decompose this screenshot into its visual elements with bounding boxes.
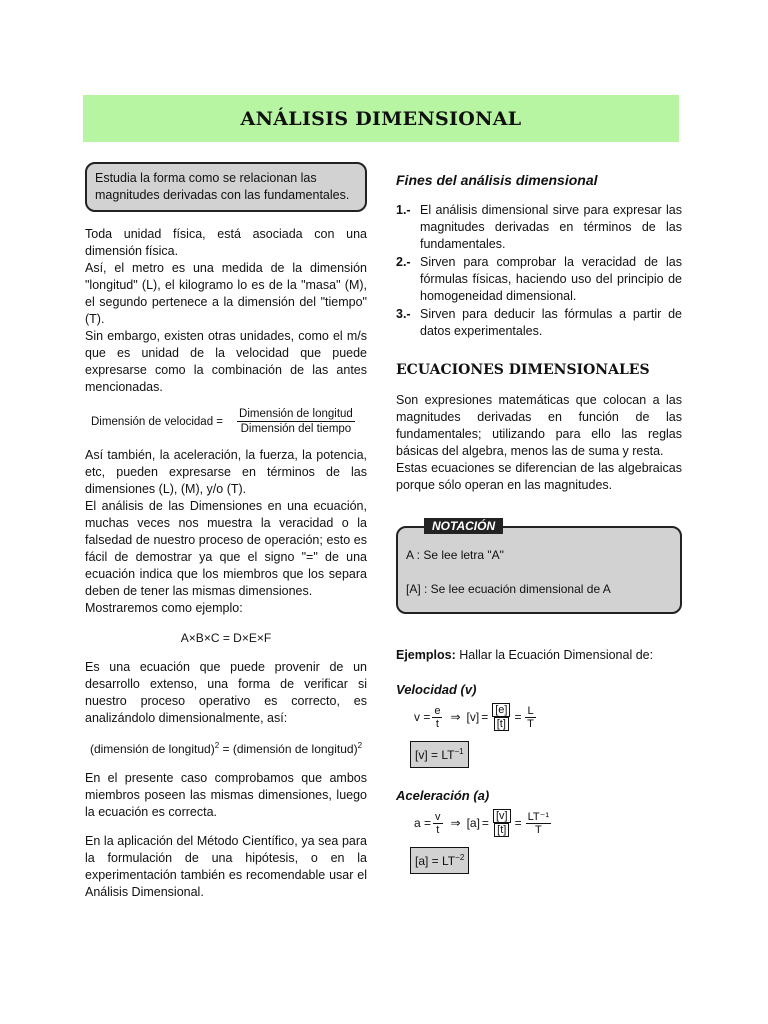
velocity-heading: Velocidad (v) bbox=[396, 682, 477, 697]
equations-paragraph-2: Estas ecuaciones se diferencian de las algebraicas porque sólo operan en las magnitudes. bbox=[396, 461, 682, 492]
notation-line-2: [A] : Se lee ecuación dimensional de A bbox=[406, 582, 611, 596]
aims-heading: Fines del análisis dimensional bbox=[396, 172, 598, 188]
paragraph-4: Así también, la aceleración, la fuerza, la potencia, etc, pueden expresarse en términos de las dimensiones (L), (M), y/o (T). bbox=[85, 448, 367, 496]
formula-fraction bbox=[237, 408, 355, 435]
page-title: ANÁLISIS DIMENSIONAL bbox=[240, 107, 522, 130]
paragraph-9: En la aplicación del Método Científico, ya sea para la formulación de una hipótesis, o en la experimentación también es recomendable usar el Análisis Dimensional. bbox=[85, 834, 367, 899]
notation-box bbox=[396, 519, 682, 614]
notation-tag: NOTACIÓN bbox=[424, 518, 503, 534]
paragraph-2: Así, el metro es una medida de la dimensión "longitud" (L), el kilogramo lo es de la "masa" (M), el segundo pertenece a la dimensión del "tiempo" (T). bbox=[85, 261, 367, 326]
paragraph-8: En el presente caso comprobamos que ambos miembros poseen las mismas dimensiones, luego la ecuación es correcta. bbox=[85, 771, 367, 819]
list-item: 2.- Sirven para comprobar la veracidad de las fórmulas físicas, haciendo uso del principio de homogeneidad dimensional. bbox=[396, 255, 682, 303]
title-banner bbox=[83, 95, 679, 142]
paragraph-7: Es una ecuación que puede provenir de un desarrollo extenso, una forma de verificar si nuestro proceso operativo es correcto, es analizándolo dimensionalmente, así: bbox=[85, 660, 367, 725]
paragraph-1: Toda unidad física, está asociada con una dimensión física. bbox=[85, 227, 367, 258]
paragraph-3: Sin embargo, existen otras unidades, como el m/s que es unidad de la velocidad que puede expresarse como la combinación de las antes mencionadas. bbox=[85, 329, 367, 394]
acceleration-heading: Aceleración (a) bbox=[396, 788, 490, 803]
velocity-dimension-formula bbox=[91, 408, 367, 435]
equations-heading: ECUACIONES DIMENSIONALES bbox=[396, 362, 650, 378]
examples-intro: Ejemplos: Hallar la Ecuación Dimensional de: bbox=[396, 648, 654, 662]
intro-box: Estudia la forma como se relacionan las magnitudes derivadas con las fundamentales. bbox=[85, 162, 367, 212]
formula-lhs: Dimensión de velocidad = bbox=[91, 415, 224, 428]
example-equation: A×B×C = D×E×F bbox=[180, 631, 272, 645]
formula-numerator: Dimensión de longitud bbox=[239, 408, 353, 420]
formula-denominator: Dimensión del tiempo bbox=[240, 423, 352, 435]
paragraph-5: El análisis de las Dimensiones en una ecuación, muchas veces nos muestra la veracidad o la falsedad de nuestro proceso de operación; esto es fácil de demostrar ya que el signo "=" de una ecuación indica que los miembros que los separa deben de tener las mismas dimensiones. bbox=[85, 499, 367, 598]
acceleration-result: $[a] = LT^{-2}$ bbox=[410, 847, 469, 874]
list-item: 3.- Sirven para deducir las fórmulas a partir de datos experimentales. bbox=[396, 307, 682, 338]
paragraph-6: Mostraremos como ejemplo: bbox=[85, 601, 243, 615]
velocity-equation: v = $\frac{e}{t}$ ⇒ [v] = $\frac{[e]}{[t]}$ = $\frac{L}{T}$ bbox=[414, 704, 534, 730]
left-column bbox=[85, 162, 367, 901]
dimension-equality-formula: (dimensión de longitud)$^2$ = (dimensión de longitud)$^2$ bbox=[89, 741, 363, 756]
aims-list bbox=[396, 202, 682, 340]
acceleration-equation: a = $\frac{v}{t}$ ⇒ [a] = $\frac{[v]}{[t]}$ = $\frac{\text{LT⁻¹}}{T}$ bbox=[414, 810, 550, 836]
equations-paragraph-1: Son expresiones matemáticas que colocan a las magnitudes derivadas en función de las fundamentales; utilizando para ello las reglas básicas del algebra, menos las de suma y resta. bbox=[396, 393, 682, 458]
notation-line-1: A : Se lee letra "A" bbox=[406, 548, 504, 562]
right-column bbox=[396, 162, 682, 874]
list-item: 1.- El análisis dimensional sirve para expresar las magnitudes derivadas en términos de las fundamentales. bbox=[396, 203, 682, 251]
velocity-result: $[v] = LT^{-1}$ bbox=[410, 741, 469, 768]
